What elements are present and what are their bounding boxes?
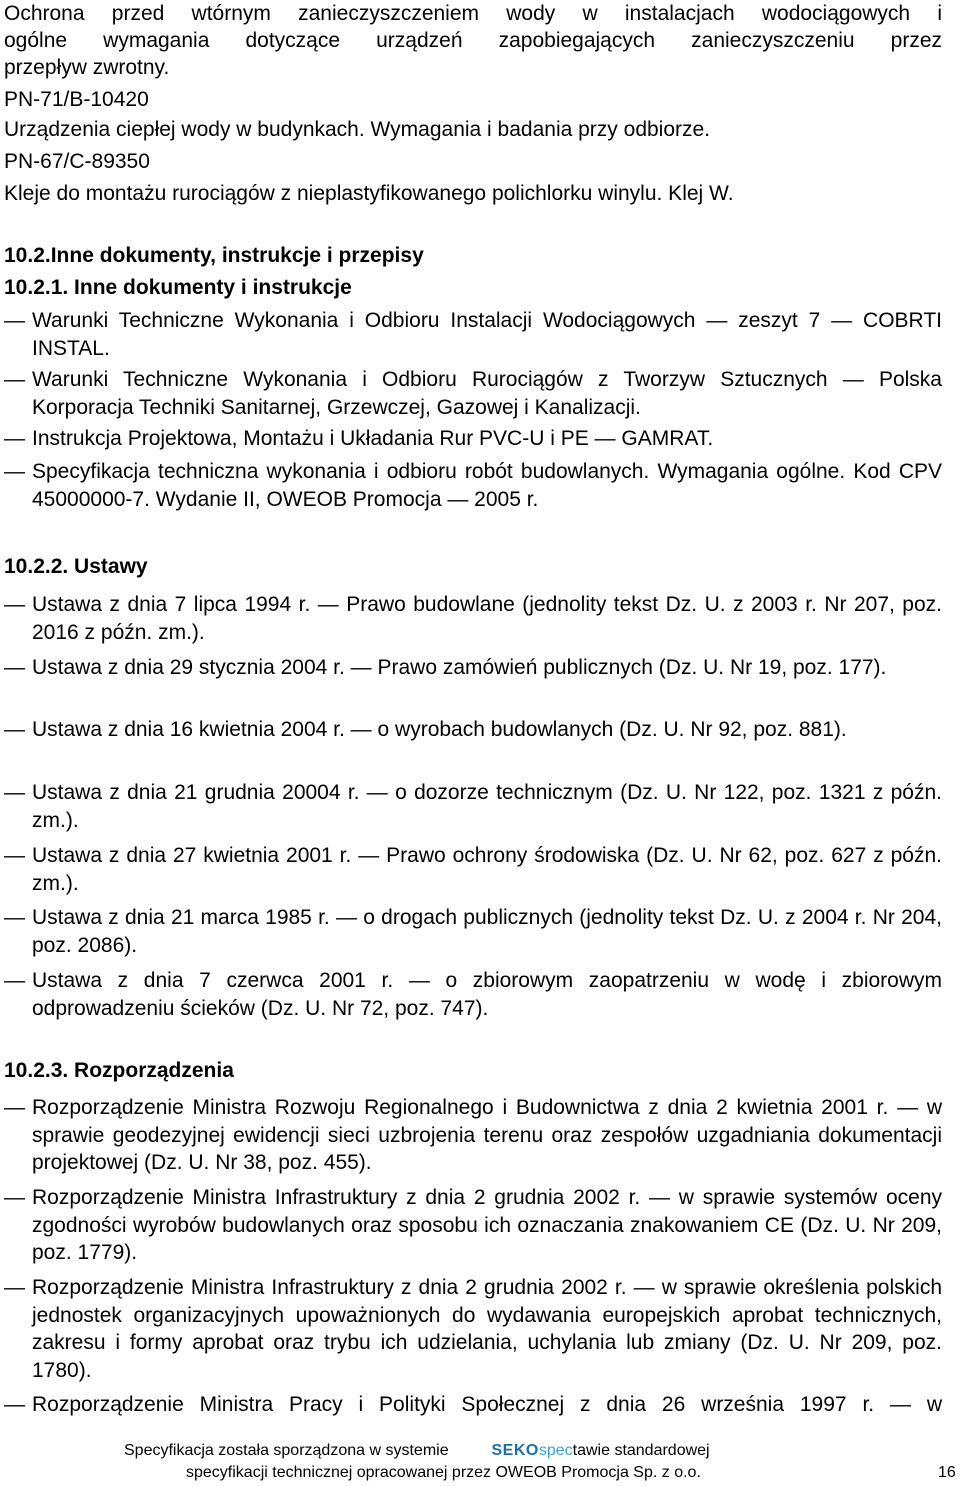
list-item-text: Warunki Techniczne Wykonania i Odbioru Rurociągów z Tworzyw Sztucznych — Polska Korporacja Techniki Sanitarnej, Grzewczej, Gazowej i Kanalizacji. — [32, 368, 942, 419]
section-heading: 10.2.Inne dokumenty, instrukcje i przepisy — [4, 244, 424, 267]
list-item-text: Ustawa z dnia 7 lipca 1994 r. — Prawo budowlane (jednolity tekst Dz. U. z 2003 r. Nr 207, poz. 2016 z późn. zm.). — [32, 593, 942, 644]
intro-line: przepływ zwrotny. — [4, 56, 170, 79]
list-item-text: Specyfikacja techniczna wykonania i odbioru robót budowlanych. Wymagania ogólne. Kod CPV 45000000-7. Wydanie II, OWEOB Promocja — 2005 r. — [32, 460, 942, 511]
footer-line-1 — [124, 1440, 710, 1462]
footer-text: Specyfikacja została sporządzona w systemie — [124, 1442, 449, 1459]
standard-title: Urządzenia ciepłej wody w budynkach. Wymagania i badania przy odbiorze. — [4, 118, 711, 141]
list-item-text: Warunki Techniczne Wykonania i Odbioru Instalacji Wodociągowych — zeszyt 7 — COBRTI INSTAL. — [32, 309, 942, 360]
list-item-text: Rozporządzenie Ministra Pracy i Polityki Społecznej z dnia 26 września 1997 r. — w — [32, 1393, 942, 1416]
bullet-dash: — — [4, 427, 25, 450]
standard-title: Kleje do montażu rurociągów z nieplastyfikowanego polichlorku winylu. Klej W. — [4, 182, 734, 205]
bullet-dash: — — [4, 656, 25, 679]
footer-line-2: specyfikacji technicznej opracowanej przez OWEOB Promocja Sp. z o.o. — [186, 1464, 701, 1481]
bullet-dash: — — [4, 309, 25, 332]
list-item-text: Ustawa z dnia 21 grudnia 20004 r. — o dozorze technicznym (Dz. U. Nr 122, poz. 1321 z późn. zm.). — [32, 781, 942, 832]
bullet-dash: — — [4, 718, 25, 741]
list-item-text: Ustawa z dnia 16 kwietnia 2004 r. — o wyrobach budowlanych (Dz. U. Nr 92, poz. 881). — [32, 718, 847, 741]
bullet-dash: — — [4, 906, 25, 929]
sekospec-logo: SEKO — [491, 1442, 539, 1459]
bullet-dash: — — [4, 1186, 25, 1209]
bullet-dash: — — [4, 1276, 25, 1299]
bullet-dash: — — [4, 844, 25, 867]
list-item-text: Rozporządzenie Ministra Rozwoju Regionalnego i Budownictwa z dnia 2 kwietnia 2001 r. — w sprawie geodezyjnej ewidencji sieci uzbrojenia terenu oraz zespołów uzgadniania dokumentacji projektowej (Dz. U. Nr 38, poz. 455). — [32, 1096, 942, 1174]
list-item-text: Rozporządzenie Ministra Infrastruktury z dnia 2 grudnia 2002 r. — w sprawie systemów oceny zgodności wyrobów budowlanych oraz sposobu ich oznaczania znakowaniem CE (Dz. U. Nr 209, poz. 1779). — [32, 1186, 942, 1264]
subsection-heading: 10.2.1. Inne dokumenty i instrukcje — [4, 276, 352, 299]
list-item-text: Rozporządzenie Ministra Infrastruktury z dnia 2 grudnia 2002 r. — w sprawie określenia polskich jednostek organizacyjnych upoważnionych do wydawania europejskich aprobat technicznych, zakresu i formy aprobat oraz trybu ich udzielania, uchylania lub zmiany (Dz. U. Nr 209, poz. 1780). — [32, 1276, 942, 1382]
sekospec-logo-spec: spec — [538, 1442, 573, 1459]
standard-code: PN-71/B-10420 — [4, 88, 149, 111]
bullet-dash: — — [4, 969, 25, 992]
list-item-text: Instrukcja Projektowa, Montażu i Układania Rur PVC-U i PE — GAMRAT. — [32, 427, 714, 450]
list-item-text: Ustawa z dnia 21 marca 1985 r. — o drogach publicznych (jednolity tekst Dz. U. z 2004 r. Nr 204, poz. 2086). — [32, 906, 942, 957]
list-item-text: Ustawa z dnia 27 kwietnia 2001 r. — Prawo ochrony środowiska (Dz. U. Nr 62, poz. 627 z późn. zm.). — [32, 844, 942, 895]
subsection-heading: 10.2.3. Rozporządzenia — [4, 1059, 234, 1082]
standard-code: PN-67/C-89350 — [4, 150, 150, 173]
bullet-dash: — — [4, 460, 25, 483]
subsection-heading: 10.2.2. Ustawy — [4, 555, 148, 578]
intro-line: Ochrona przed wtórnym zanieczyszczeniem wody w instalacjach wodociągowych i — [4, 2, 942, 25]
bullet-dash: — — [4, 593, 25, 616]
bullet-dash: — — [4, 1393, 25, 1416]
footer-text: tawie standardowej — [572, 1442, 710, 1459]
intro-line: ogólne wymagania dotyczące urządzeń zapobiegających zanieczyszczeniu przez — [4, 29, 942, 52]
page-number: 16 — [938, 1464, 956, 1481]
bullet-dash: — — [4, 368, 25, 391]
list-item-text: Ustawa z dnia 7 czerwca 2001 r. — o zbiorowym zaopatrzeniu w wodę i zbiorowym odprowadzeniu ścieków (Dz. U. Nr 72, poz. 747). — [32, 969, 942, 1020]
bullet-dash: — — [4, 1096, 25, 1119]
list-item-text: Ustawa z dnia 29 stycznia 2004 r. — Prawo zamówień publicznych (Dz. U. Nr 19, poz. 177). — [32, 656, 887, 679]
bullet-dash: — — [4, 781, 25, 804]
